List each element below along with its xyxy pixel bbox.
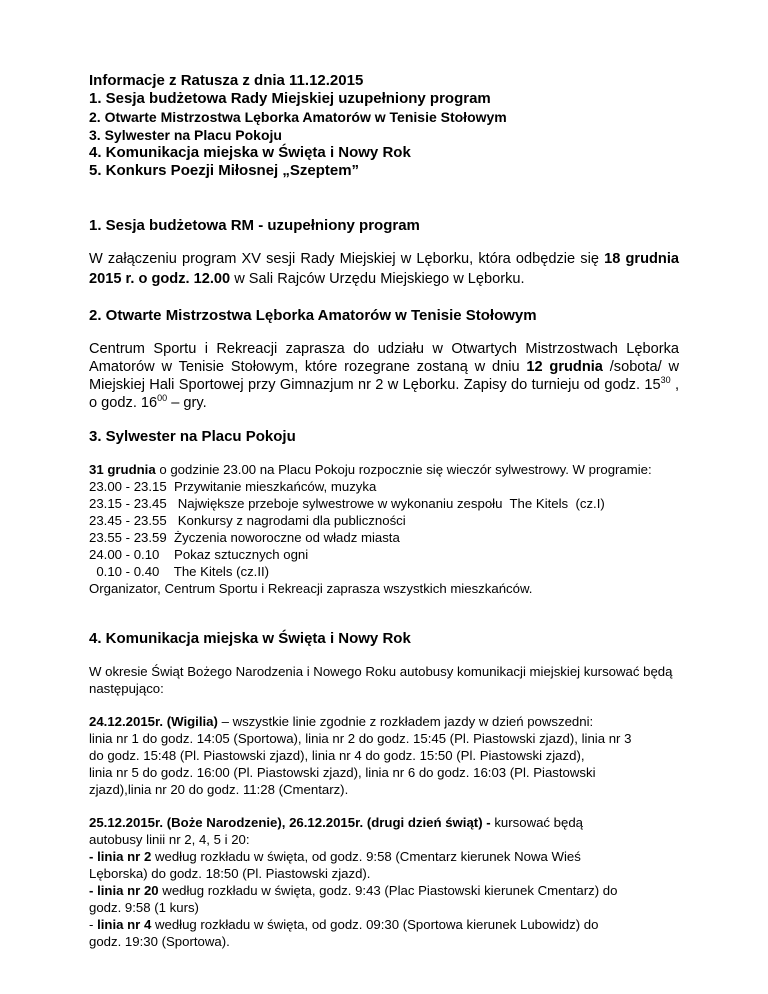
section-3-closing: Organizator, Centrum Sportu i Rekreacji zaprasza wszystkich mieszkańców. (89, 581, 533, 596)
program-item: 0.10 - 0.40 The Kitels (cz.II) (89, 564, 270, 579)
section-4-intro: W okresie Świąt Bożego Narodzenia i Nowego Roku autobusy komunikacji miejskiej kursować będą następująco: (89, 664, 673, 696)
table-of-contents (89, 72, 679, 180)
text: Centrum Sportu i Rekreacji zaprasza do udziału w Otwartych Mistrzostwach Lęborka Amatorów w Tenisie Stołowym, które rozegrane zostaną w dniu (89, 341, 679, 375)
program-item: 23.00 - 23.15 Przywitanie mieszkańców, muzyka (89, 479, 377, 494)
toc-item: 5. Konkurs Poezji Miłosnej „Szeptem” (89, 162, 360, 179)
document-title: Informacje z Ratusza z dnia 11.12.2015 (89, 72, 364, 89)
text-line: Lęborska) do godz. 18:50 (Pl. Piastowski zjazd). (89, 866, 371, 881)
section-heading-3: 3. Sylwester na Placu Pokoju (89, 428, 296, 445)
program-item: 23.55 - 23.59 Życzenia noworoczne od władz miasta (89, 530, 400, 545)
bold-text: 25.12.2015r. (Boże Narodzenie), 26.12.2015r. (drugi dzień świąt) - (89, 815, 491, 830)
text-line: godz. 9:58 (1 kurs) (89, 900, 199, 915)
text-line: linia nr 1 do godz. 14:05 (Sportowa), linia nr 2 do godz. 15:45 (Pl. Piastowski zjazd), linia nr 3 (89, 731, 632, 746)
program-item: 24.00 - 0.10 Pokaz sztucznych ogni (89, 547, 309, 562)
text: według rozkładu w święta, od godz. 9:58 (Cmentarz kierunek Nowa Wieś (151, 849, 581, 864)
text-line: autobusy linii nr 2, 4, 5 i 20: (89, 832, 250, 847)
text: – wszystkie linie zgodnie z rozkładem jazdy w dzień powszedni: (217, 714, 594, 729)
document-page (89, 72, 679, 950)
bold-text: 18 grudnia 2015 r. o godz. 12.00 (89, 251, 679, 287)
section-2-paragraph (89, 340, 679, 412)
section-heading-2: 2. Otwarte Mistrzostwa Lęborka Amatorów w Tenisie Stołowym (89, 307, 537, 324)
text: według rozkładu w święta, godz. 9:43 (Plac Piastowski kierunek Cmentarz) do (158, 883, 618, 898)
text-line: do godz. 15:48 (Pl. Piastowski zjazd), linia nr 4 do godz. 15:50 (Pl. Piastowski zjazd), (89, 748, 585, 763)
program-list (89, 478, 679, 580)
toc-item: 3. Sylwester na Placu Pokoju (89, 127, 282, 143)
toc-item: 1. Sesja budżetowa Rady Miejskiej uzupełniony program (89, 90, 491, 107)
text-line: zjazd),linia nr 20 do godz. 11:28 (Cmentarz). (89, 782, 349, 797)
section-1-paragraph (89, 249, 679, 289)
section-3-body (89, 461, 679, 597)
bold-text: 12 grudnia (526, 359, 603, 375)
section-heading-4: 4. Komunikacja miejska w Święta i Nowy Rok (89, 630, 411, 647)
text: o godzinie 23.00 na Placu Pokoju rozpocznie się wieczór sylwestrowy. W programie: (155, 462, 652, 477)
bullet: - (89, 917, 98, 932)
section-4-body (89, 663, 679, 950)
text-line: godz. 19:30 (Sportowa). (89, 934, 230, 949)
bullet: - (89, 883, 98, 898)
section-heading-1: 1. Sesja budżetowa RM - uzupełniony program (89, 217, 420, 234)
text: /sobota/ w Miejskiej Hali Sportowej przy Gimnazjum nr 2 w Lęborku. Zapisy do turnieju od godz. 15 (89, 359, 679, 393)
bold-text: linia nr 20 (97, 883, 159, 898)
bold-text: linia nr 2 (97, 849, 152, 864)
text: W załączeniu program XV sesji Rady Miejskiej w Lęborku, która odbędzie się (89, 251, 605, 267)
text: – gry. (167, 395, 207, 411)
bullet: - (89, 849, 98, 864)
superscript: 30 (660, 375, 671, 386)
schedule-wigilia (89, 713, 679, 798)
program-item: 23.45 - 23.55 Konkursy z nagrodami dla publiczności (89, 513, 406, 528)
superscript: 00 (157, 393, 168, 404)
toc-item: 2. Otwarte Mistrzostwa Lęborka Amatorów w Tenisie Stołowym (89, 109, 507, 125)
text: kursować będą (490, 815, 584, 830)
section-3-intro (89, 461, 679, 478)
text-line: linia nr 5 do godz. 16:00 (Pl. Piastowski zjazd), linia nr 6 do godz. 16:03 (Pl. Piastowski (89, 765, 596, 780)
program-item: 23.15 - 23.45 Największe przeboje sylwestrowe w wykonaniu zespołu The Kitels (cz.I) (89, 496, 605, 511)
bold-text: linia nr 4 (97, 917, 152, 932)
bold-text: 31 grudnia (89, 462, 156, 477)
bold-text: 24.12.2015r. (Wigilia) (89, 714, 218, 729)
text: według rozkładu w święta, od godz. 09:30 (Sportowa kierunek Lubowidz) do (151, 917, 599, 932)
text: w Sali Rajców Urzędu Miejskiego w Lęborku. (230, 271, 525, 287)
toc-item: 4. Komunikacja miejska w Święta i Nowy Rok (89, 144, 411, 161)
schedule-christmas (89, 814, 679, 950)
text: , o godz. 16 (89, 377, 680, 411)
